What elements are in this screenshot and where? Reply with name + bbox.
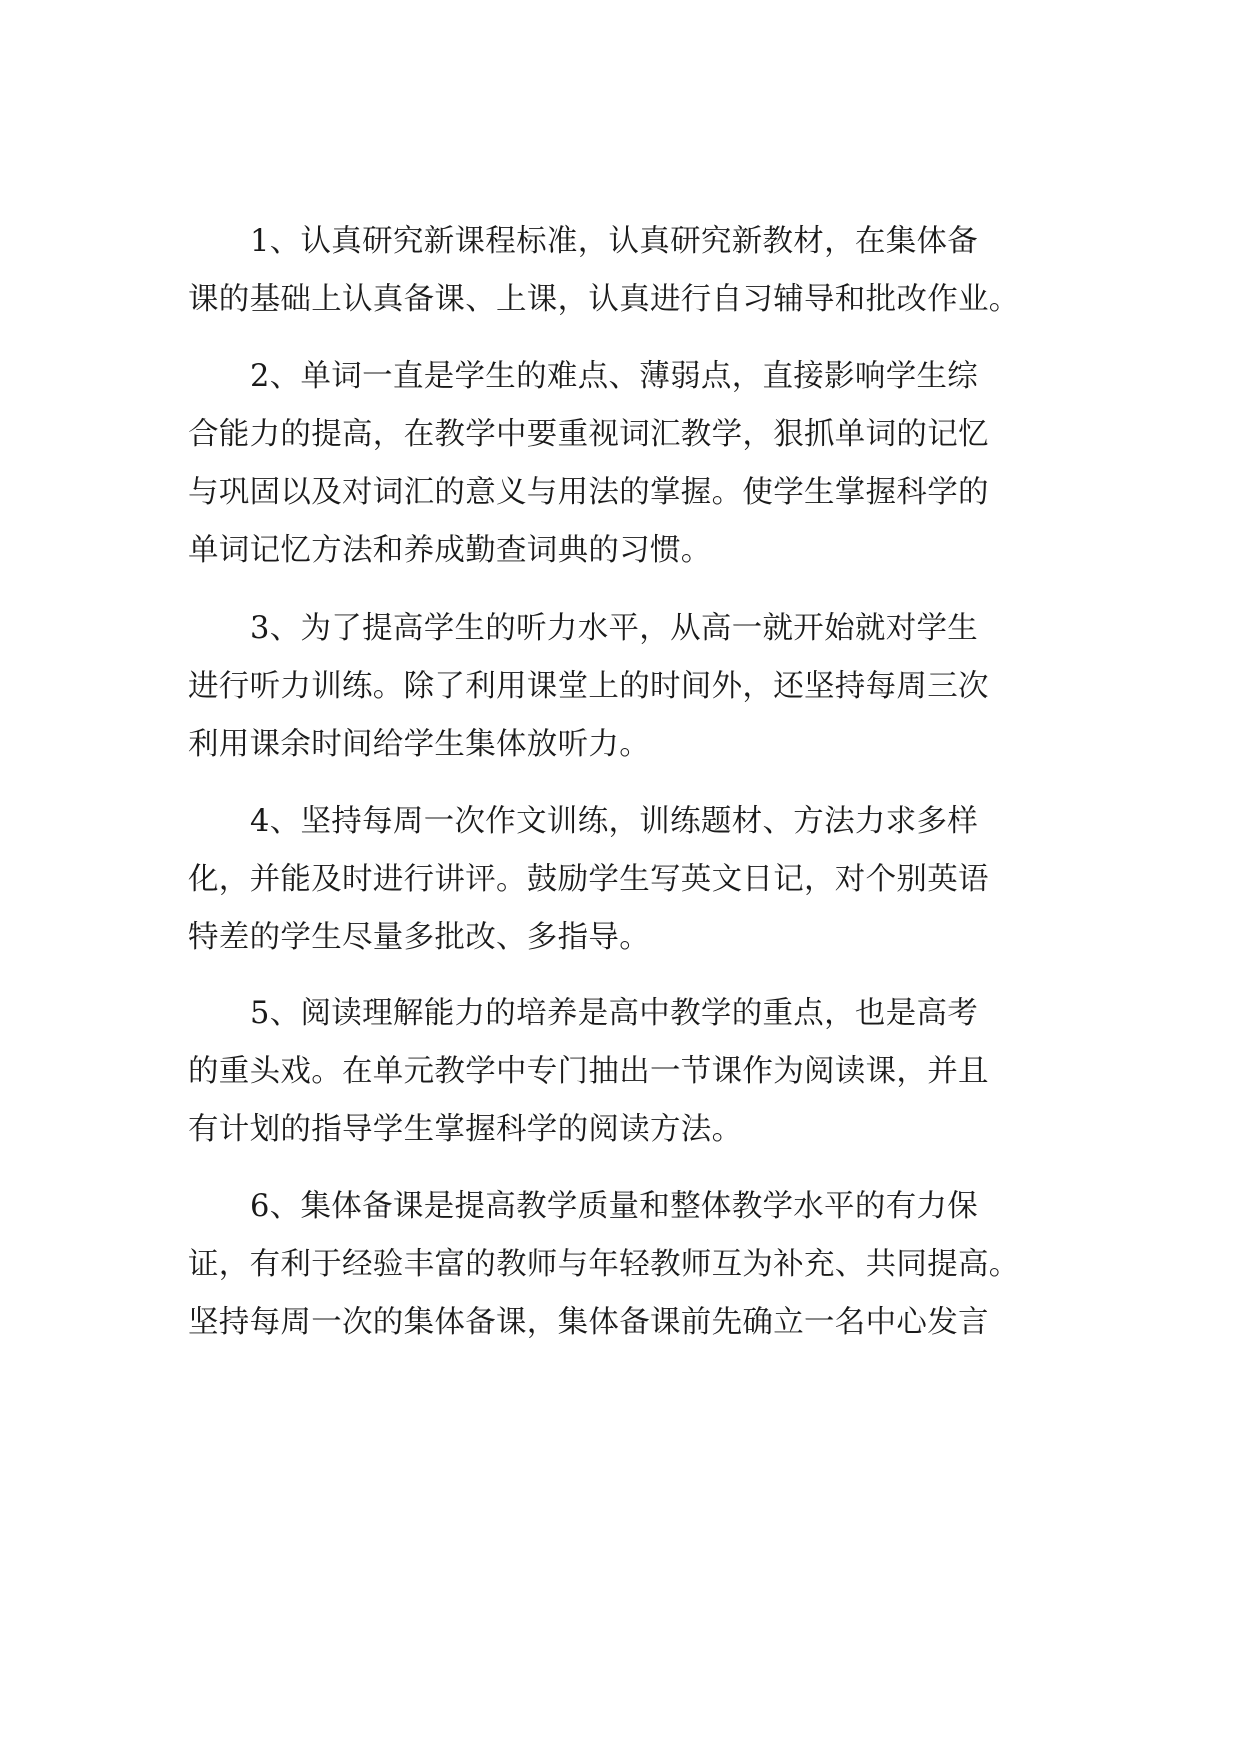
paragraph-line: 证，有利于经验丰富的教师与年轻教师互为补充、共同提高。 — [188, 1247, 1020, 1282]
paragraph-line: 利用课余时间给学生集体放听力。 — [188, 727, 650, 762]
paragraph-1 — [188, 213, 1068, 329]
paragraph-line: 5、阅读理解能力的培养是高中教学的重点，也是高考 — [250, 996, 979, 1031]
paragraph-line: 进行听力训练。除了利用课堂上的时间外，还坚持每周三次 — [188, 669, 989, 704]
paragraph-line: 6、集体备课是提高教学质量和整体教学水平的有力保 — [250, 1189, 979, 1224]
paragraph-line: 4、坚持每周一次作文训练，训练题材、方法力求多样 — [250, 804, 979, 839]
paragraph-2 — [188, 348, 1068, 580]
paragraph-line: 特差的学生尽量多批改、多指导。 — [188, 920, 650, 955]
paragraph-line: 2、单词一直是学生的难点、薄弱点，直接影响学生综 — [250, 359, 979, 394]
paragraph-4 — [188, 793, 1068, 967]
paragraph-3 — [188, 600, 1068, 774]
paragraph-line: 合能力的提高，在教学中要重视词汇教学，狠抓单词的记忆 — [188, 417, 989, 452]
paragraph-line: 有计划的指导学生掌握科学的阅读方法。 — [188, 1112, 743, 1147]
paragraph-line: 单词记忆方法和养成勤查词典的习惯。 — [188, 533, 712, 568]
paragraph-line: 坚持每周一次的集体备课，集体备课前先确立一名中心发言 — [188, 1305, 989, 1340]
paragraph-line: 3、为了提高学生的听力水平，从高一就开始就对学生 — [250, 611, 979, 646]
paragraph-line: 1、认真研究新课程标准，认真研究新教材，在集体备 — [250, 224, 979, 259]
paragraph-line: 的重头戏。在单元教学中专门抽出一节课作为阅读课，并且 — [188, 1054, 989, 1089]
paragraph-line: 化，并能及时进行讲评。鼓励学生写英文日记，对个别英语 — [188, 862, 989, 897]
paragraph-5 — [188, 985, 1068, 1159]
paragraph-line: 与巩固以及对词汇的意义与用法的掌握。使学生掌握科学的 — [188, 475, 989, 510]
paragraph-6 — [188, 1178, 1068, 1352]
paragraph-line: 课的基础上认真备课、上课，认真进行自习辅导和批改作业。 — [188, 282, 1020, 317]
